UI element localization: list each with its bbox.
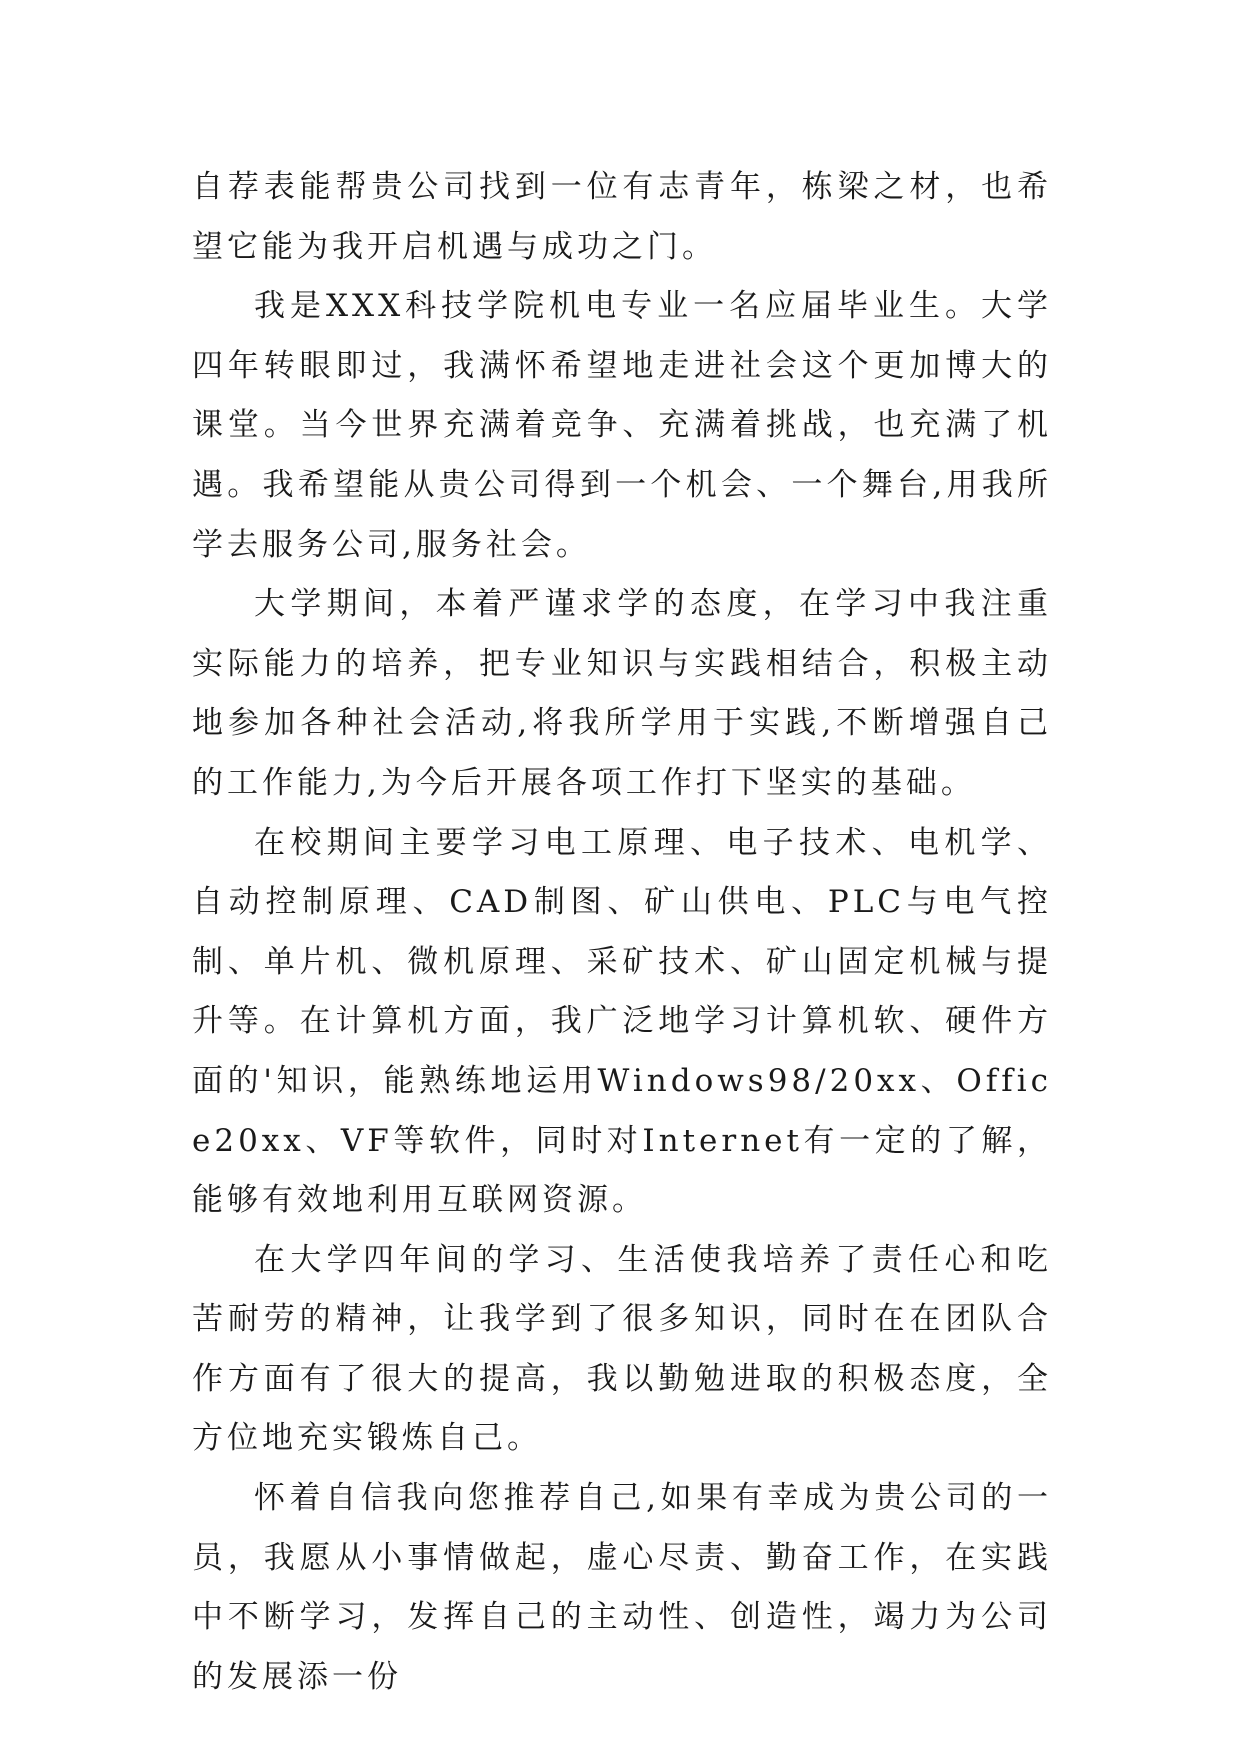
paragraph-1: 自荐表能帮贵公司找到一位有志青年，栋梁之材，也希望它能为我开启机遇与成功之门。 [192,169,1052,265]
paragraph-4: 在校期间主要学习电工原理、电子技术、电机学、自动控制原理、CAD制图、矿山供电、PLC与电气控制、单片机、微机原理、采矿技术、矿山固定机械与提升等。在计算机方面，我广泛地学习计算机软、硬件方面的'知识，能熟练地运用Windows98/20xx、Office20xx、VF等软件，同时对Internet有一定的了解，能够有效地利用互联网资源。 [192,824,1052,1219]
paragraph-3: 大学期间，本着严谨求学的态度，在学习中我注重实际能力的培养，把专业知识与实践相结合，积极主动地参加各种社会活动,将我所学用于实践,不断增强自己的工作能力,为今后开展各项工作打下坚实的基础。 [192,586,1052,801]
paragraph-2: 我是XXX科技学院机电专业一名应届毕业生。大学四年转眼即过，我满怀希望地走进社会这个更加博大的课堂。当今世界充满着竞争、充满着挑战，也充满了机遇。我希望能从贵公司得到一个机会、一个舞台,用我所学去服务公司,服务社会。 [192,288,1052,563]
paragraph-6: 怀着自信我向您推荐自己,如果有幸成为贵公司的一员，我愿从小事情做起，虚心尽责、勤奋工作，在实践中不断学习，发挥自己的主动性、创造性，竭力为公司的发展添一份 [192,1480,1052,1695]
paragraph-5: 在大学四年间的学习、生活使我培养了责任心和吃苦耐劳的精神，让我学到了很多知识，同时在在团队合作方面有了很大的提高，我以勤勉进取的积极态度，全方位地充实锻炼自己。 [192,1241,1052,1457]
letter-body [192,158,1052,1707]
